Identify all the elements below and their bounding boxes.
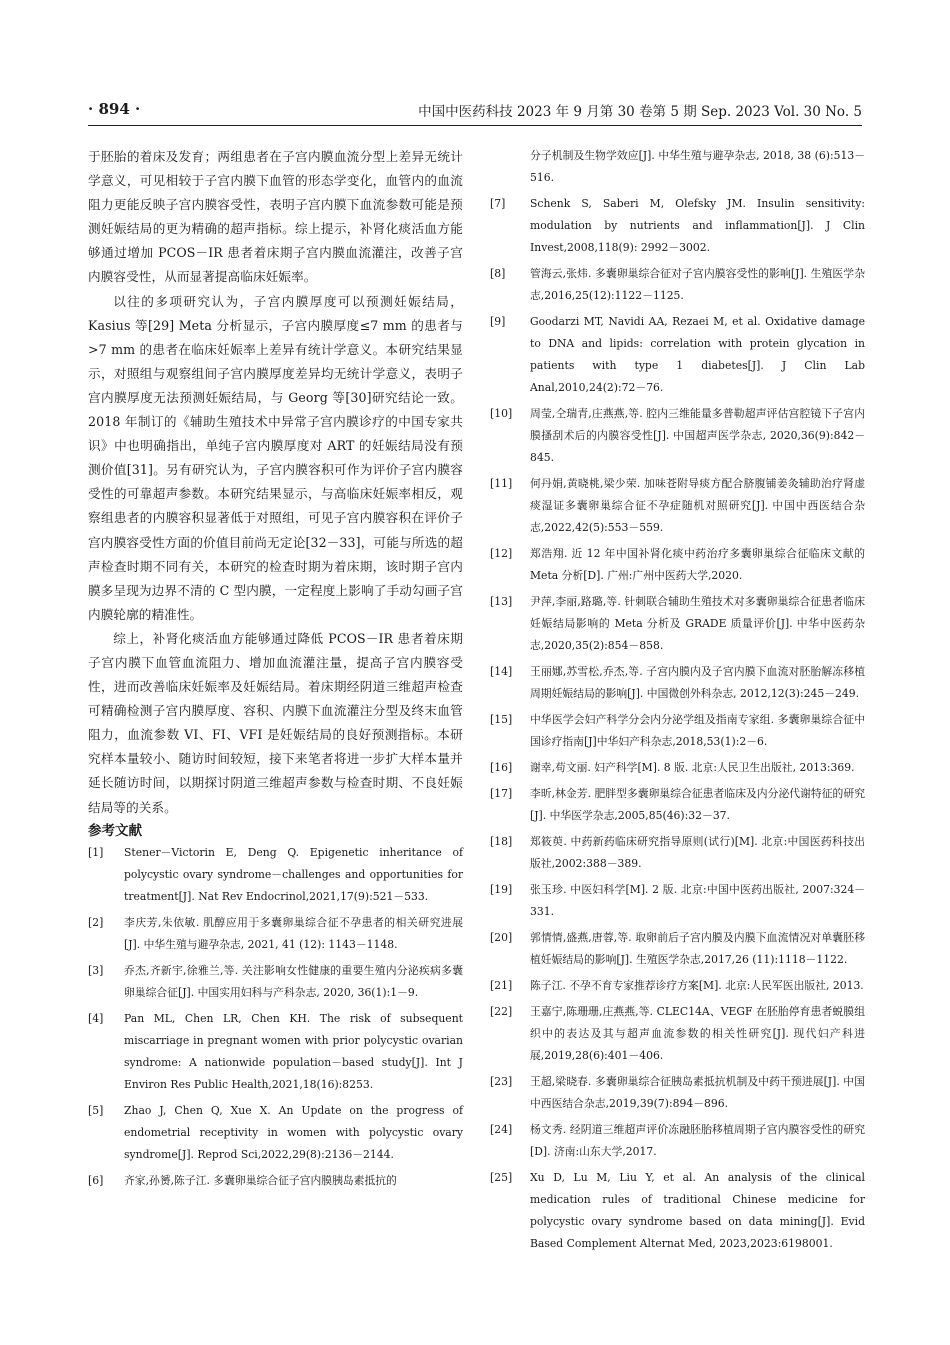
reference-number: [25] — [490, 1171, 513, 1184]
reference-number: [1] — [88, 845, 104, 859]
reference-number: [11] — [490, 477, 513, 490]
reference-text: 何丹娟,黄晓桃,梁少荣. 加味苍附导痰方配合脐腹铺姜灸辅助治疗肾虚痰湿证多囊卵巢综合征不孕症随机对照研究[J]. 中国中西医结合杂志,2022,42(5):553－559. — [530, 477, 865, 534]
right-column — [490, 145, 865, 1259]
reference-item — [88, 1008, 463, 1096]
reference-item — [490, 543, 865, 587]
body-paragraph-3: 综上，补肾化痰活血方能够通过降低 PCOS－IR 患者着床期子宫内膜下血管血流阻力、增加血流灌注量，提高子宫内膜容受性，进而改善临床妊娠率及妊娠结局。着床期经阴道三维超声检查可精确检测子宫内膜厚度、容积、内膜下血流灌注分型及终末血管阻力，血流参数 VI、FI、VFI 是妊娠结局的良好预测指标。本研究样本量较小、随访时间较短，接下来笔者将进一步扩大样本量并延长随访时间，以期探讨阴道三维超声参数与检查时期、不良妊娠结局等的关系。 — [88, 630, 463, 815]
reference-item — [490, 403, 865, 469]
reference-text: 周莹,仝瑞青,庄燕燕,等. 腔内三维能量多普勒超声评估宫腔镜下子宫内膜搔刮术后的内膜容受性[J]. 中国超声医学杂志, 2020,36(9):842－845. — [530, 407, 865, 464]
reference-number: [12] — [490, 547, 513, 560]
reference-number: [10] — [490, 407, 513, 420]
reference-number: [22] — [490, 1005, 513, 1018]
reference-number: [17] — [490, 787, 513, 800]
reference-item — [88, 1100, 463, 1166]
header-rule — [88, 125, 862, 126]
reference-number: [6] — [88, 1173, 104, 1187]
reference-number: [18] — [490, 835, 513, 848]
reference-item — [490, 709, 865, 753]
reference-text: Pan ML, Chen LR, Chen KH. The risk of subsequent miscarriage in pregnant women with prior polycystic ovarian syndrome: A nationwide population－based study[J]. Int J Environ Res Public Health,2021,18(16):8253. — [124, 1011, 463, 1091]
reference-item — [490, 193, 865, 259]
reference-text: Stener－Victorin E, Deng Q. Epigenetic inheritance of polycystic ovary syndrome－challenges and opportunities for treatment[J]. Nat Rev Endocrinol,2021,17(9):521－533. — [124, 845, 463, 903]
reference-number: [21] — [490, 979, 513, 992]
reference-text: 李庆芳,朱依敏. 肌醇应用于多囊卵巢综合征不孕患者的相关研究进展[J]. 中华生殖与避孕杂志, 2021, 41 (12): 1143－1148. — [124, 915, 463, 951]
reference-text: Schenk S, Saberi M, Olefsky JM. Insulin sensitivity: modulation by nutrients and inflammation[J]. J Clin Invest,2008,118(9): 2992－3002. — [530, 197, 865, 254]
reference-text: 杨文秀. 经阴道三维超声评价冻融胚胎移植周期子宫内膜容受性的研究[D]. 济南:山东大学,2017. — [530, 1123, 865, 1158]
reference-item — [490, 1119, 865, 1163]
reference-item — [490, 1167, 865, 1255]
page-header — [88, 100, 862, 122]
reference-number: [4] — [88, 1011, 104, 1025]
reference-text: 郑浩翔. 近 12 年中国补肾化痰中药治疗多囊卵巢综合征临床文献的 Meta 分析[D]. 广州:广州中医药大学,2020. — [530, 547, 865, 582]
reference-text: 中华医学会妇产科学分会内分泌学组及指南专家组. 多囊卵巢综合征中国诊疗指南[J]中华妇产科杂志,2018,53(1):2－6. — [530, 713, 865, 748]
reference-item — [88, 912, 463, 956]
reference-text: 陈子江. 不孕不育专家推荐诊疗方案[M]. 北京:人民军医出版社, 2013. — [530, 979, 864, 992]
reference-number: [19] — [490, 883, 513, 896]
reference-item — [490, 927, 865, 971]
reference-number: [13] — [490, 595, 513, 608]
references-heading: 参考文献 — [88, 822, 142, 839]
reference-number: [2] — [88, 915, 104, 929]
reference-number: [20] — [490, 931, 513, 944]
reference-item — [490, 263, 865, 307]
reference-item — [88, 960, 463, 1004]
left-column — [88, 145, 463, 1196]
reference-number: [3] — [88, 963, 104, 977]
reference-text: 尹萍,李丽,路璐,等. 针刺联合辅助生殖技术对多囊卵巢综合征患者临床妊娠结局影响的 Meta 分析及 GRADE 质量评价[J]. 中华中医药杂志,2020,35(2):854－858. — [530, 595, 865, 652]
reference-text: 分子机制及生物学效应[J]. 中华生殖与避孕杂志, 2018, 38 (6):513－516. — [530, 149, 865, 184]
reference-text: 王嘉宁,陈珊珊,庄燕燕,等. CLEC14A、VEGF 在胚胎停育患者蜕膜组织中的表达及其与超声血流参数的相关性研究[J]. 现代妇产科进展,2019,28(6):401－406. — [530, 1005, 865, 1062]
page-number: · 894 · — [88, 100, 141, 118]
reference-text: 谢幸,苟文丽. 妇产科学[M]. 8 版. 北京:人民卫生出版社, 2013:369. — [530, 761, 855, 774]
reference-item — [490, 661, 865, 705]
reference-number: [8] — [490, 267, 506, 280]
reference-text: Goodarzi MT, Navidi AA, Rezaei M, et al. Oxidative damage to DNA and lipids: correlation with protein glycation in patients with type 1 diabetes[J]. J Clin Lab Anal,2010,24(2):72－76. — [530, 315, 865, 394]
reference-item — [88, 1170, 463, 1192]
reference-item — [490, 975, 865, 997]
reference-number: [14] — [490, 665, 513, 678]
reference-item — [490, 879, 865, 923]
reference-text: 郑筱萸. 中药新药临床研究指导原则(试行)[M]. 北京:中国医药科技出版社,2002:388－389. — [530, 835, 865, 870]
references-list-left — [88, 842, 463, 1192]
reference-text: 王超,梁晓春. 多囊卵巢综合征胰岛素抵抗机制及中药干预进展[J]. 中国中西医结合杂志,2019,39(7):894－896. — [530, 1075, 865, 1110]
reference-text: Xu D, Lu M, Liu Y, et al. An analysis of the clinical medication rules of traditional Chinese medicine for polycystic ovary syndrome based on data mining[J]. Evid Based Complement Alternat Med, 2023,2023:6198001. — [530, 1171, 865, 1250]
reference-number: [5] — [88, 1103, 104, 1117]
reference-text: 齐家,孙赟,陈子江. 多囊卵巢综合征子宫内膜胰岛素抵抗的 — [124, 1173, 397, 1187]
reference-item — [490, 783, 865, 827]
reference-text: 郭情情,盛燕,唐蓉,等. 取卵前后子宫内膜及内膜下血流情况对单囊胚移植妊娠结局的影响[J]. 生殖医学杂志,2017,26 (11):1118－1122. — [530, 931, 865, 966]
reference-item — [490, 473, 865, 539]
reference-item — [490, 757, 865, 779]
reference-number: [15] — [490, 713, 513, 726]
body-paragraph-2: 以往的多项研究认为，子宫内膜厚度可以预测妊娠结局，Kasius 等[29] Meta 分析显示，子宫内膜厚度≤7 mm 的患者与>7 mm 的患者在临床妊娠率上差异有统计学意义。本研究结果显示，对照组与观察组间子宫内膜厚度差异均无统计学意义，表明子宫内膜厚度无法预测妊娠结局，与 Georg 等[30]研究结论一致。2018 年制订的《辅助生殖技术中异常子宫内膜诊疗的中国专家共识》中也明确指出，单纯子宫内膜厚度对 ART 的妊娠结局没有预测价值[31]。另有研究认为，子宫内膜容积可作为评价子宫内膜容受性的可靠超声参数。本研究结果显示，与高临床妊娠率相反，观察组患者的内膜容积显著低于对照组，可见子宫内膜容积在评价子宫内膜容受性方面的价值目前尚无定论[32－33]，可能与所选的超声检查时期不同有关，本研究的检查时期为着床期，该时期子宫内膜多呈现为边界不清的 C 型内膜，一定程度上影响了手动勾画子宫内膜轮廓的精准性。 — [88, 293, 463, 622]
reference-number: [23] — [490, 1075, 513, 1088]
reference-text: 管海云,张炜. 多囊卵巢综合征对子宫内膜容受性的影响[J]. 生殖医学杂志,2016,25(12):1122－1125. — [530, 267, 865, 302]
reference-number: [24] — [490, 1123, 513, 1136]
reference-text: 王丽娜,苏雪松,乔杰,等. 子宫内膜内及子宫内膜下血流对胚胎解冻移植周期妊娠结局的影响[J]. 中国微创外科杂志, 2012,12(3):245－249. — [530, 665, 865, 700]
reference-item — [490, 591, 865, 657]
reference-item — [490, 831, 865, 875]
reference-text: 张玉珍. 中医妇科学[M]. 2 版. 北京:中国中医药出版社, 2007:324－331. — [530, 883, 865, 918]
reference-item — [490, 311, 865, 399]
body-paragraph-1: 于胚胎的着床及发育；两组患者在子宫内膜血流分型上差异无统计学意义，可见相较于子宫内膜下血管的形态学变化，血管内的血流阻力更能反映子宫内膜容受性，表明子宫内膜下血流参数可能是预测妊娠结局的更为精确的超声指标。综上提示，补肾化痰活血方能够通过增加 PCOS－IR 患者着床期子宫内膜血流灌注，改善子宫内膜容受性，从而显著提高临床妊娠率。 — [88, 149, 463, 285]
reference-number: [16] — [490, 761, 513, 774]
reference-item — [490, 145, 865, 189]
reference-item — [490, 1001, 865, 1067]
reference-text: Zhao J, Chen Q, Xue X. An Update on the progress of endometrial receptivity in women with polycystic ovary syndrome[J]. Reprod Sci,2022,29(8):2136－2144. — [124, 1103, 463, 1161]
reference-text: 李昕,林金芳. 肥胖型多囊卵巢综合征患者临床及内分泌代谢特征的研究[J]. 中华医学杂志,2005,85(46):32－37. — [530, 787, 865, 822]
references-list-right — [490, 145, 865, 1255]
reference-item — [490, 1071, 865, 1115]
reference-text: 乔杰,齐新宇,徐雅兰,等. 关注影响女性健康的重要生殖内分泌疾病多囊卵巢综合征[J]. 中国实用妇科与产科杂志, 2020, 36(1):1－9. — [124, 963, 463, 999]
reference-number: [7] — [490, 197, 506, 210]
reference-number: [9] — [490, 315, 506, 328]
journal-info: 中国中医药科技 2023 年 9 月第 30 卷第 5 期 Sep. 2023 Vol. 30 No. 5 — [418, 104, 862, 120]
reference-item — [88, 842, 463, 908]
